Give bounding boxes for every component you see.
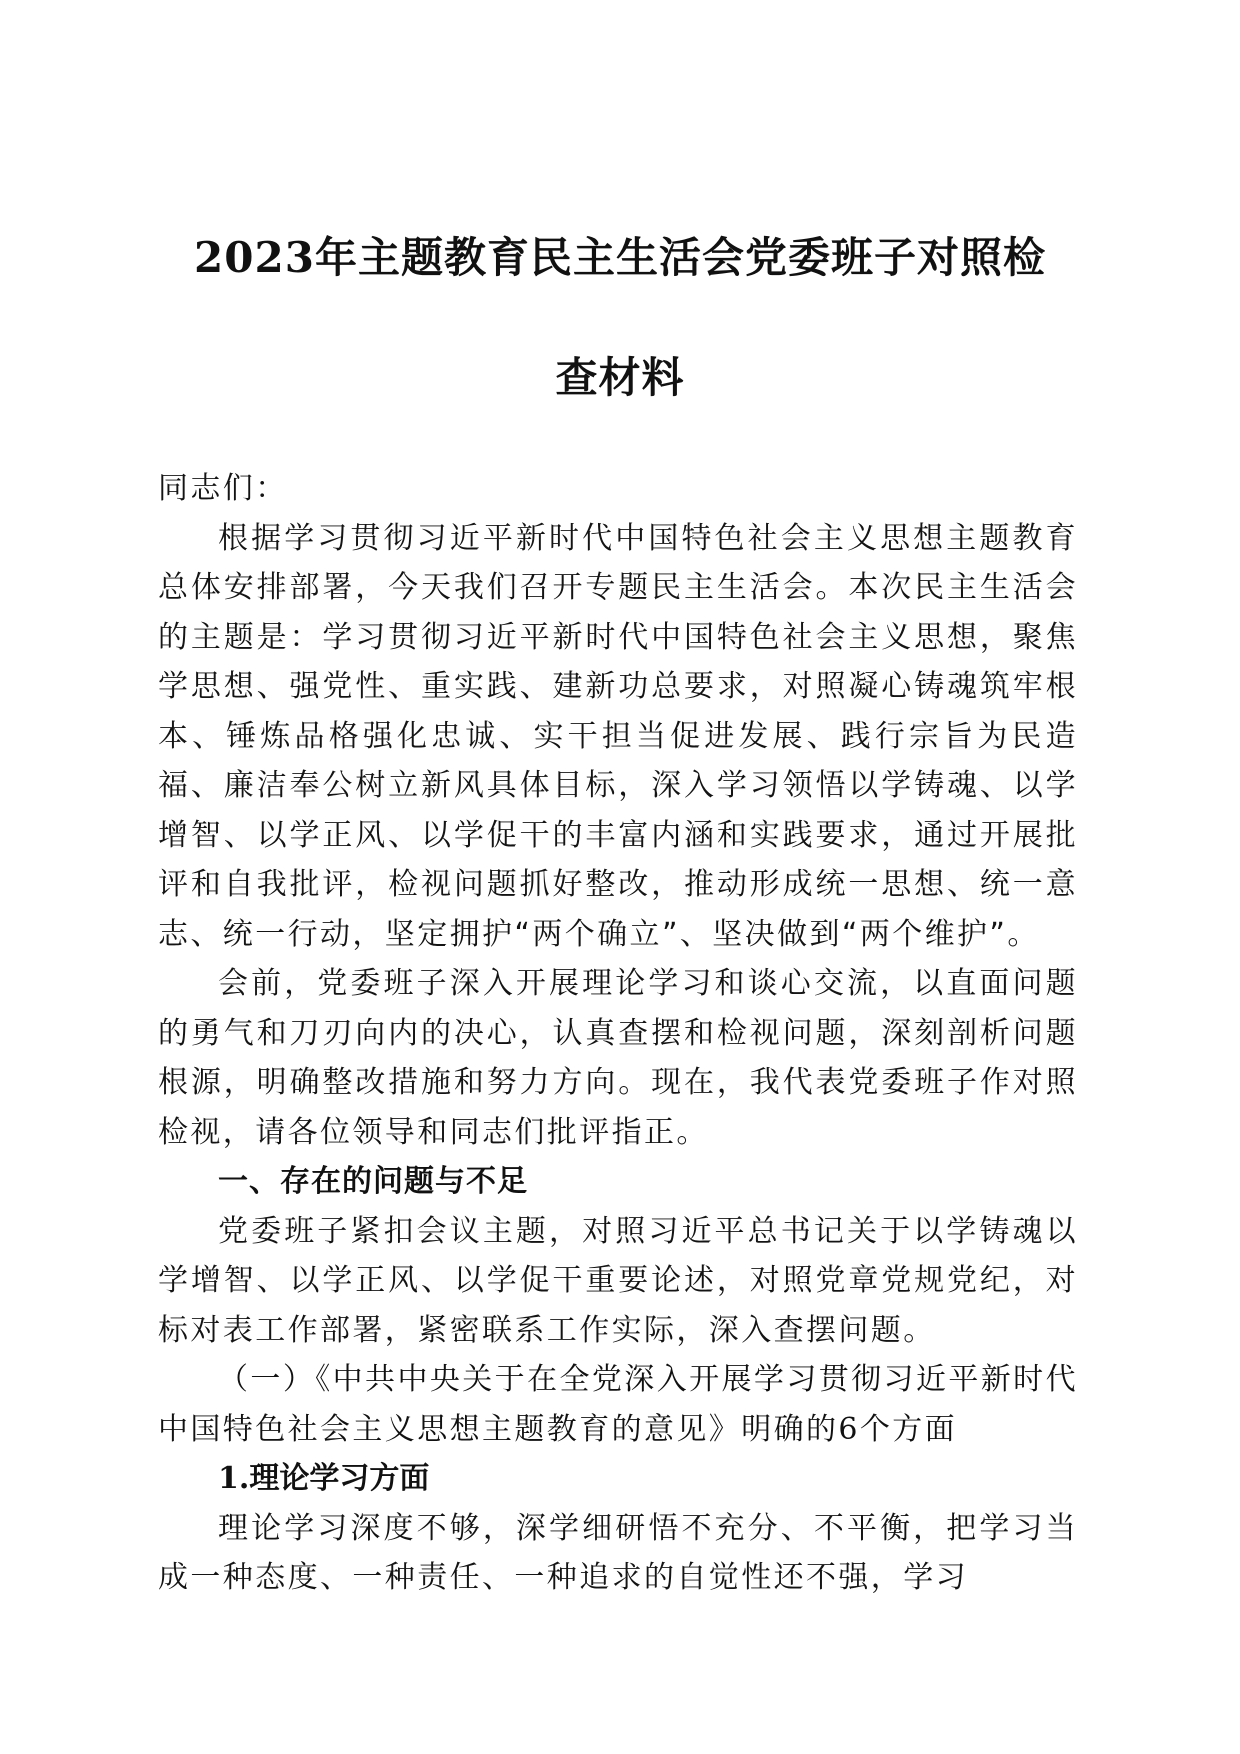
paragraph-section-intro: 党委班子紧扣会议主题，对照习近平总书记关于以学铸魂以学增智、以学正风、以学促干重要论述，对照党章党规党纪，对标对表工作部署，紧密联系工作实际，深入查摆问题。 — [158, 1213, 1078, 1348]
paragraph-intro: 根据学习贯彻习近平新时代中国特色社会主义思想主题教育总体安排部署，今天我们召开专题民主生活会。本次民主生活会的主题是：学习贯彻习近平新时代中国特色社会主义思想，聚焦学思想、强党性、重实践、建新功总要求，对照凝心铸魂筑牢根本、锤炼品格强化忠诚、实干担当促进发展、践行宗旨为民造福、廉洁奉公树立新风具体目标，深入学习领悟以学铸魂、以学增智、以学正风、以学促干的丰富内涵和实践要求，通过开展批评和自我批评，检视问题抓好整改，推动形成统一思想、统一意志、统一行动，坚定拥护“两个确立”、坚决做到“两个维护”。 — [158, 520, 1078, 952]
item-heading-theory-study: 1.理论学习方面 — [218, 1461, 430, 1496]
document-body — [158, 464, 1078, 1603]
section-heading-problems: 一、存在的问题与不足 — [218, 1164, 528, 1199]
document-title-line-2: 查材料 — [555, 353, 685, 402]
subsection-heading: （一）《中共中央关于在全党深入开展学习贯彻习近平新时代中国特色社会主义思想主题教育的意见》明确的6个方面 — [158, 1362, 1078, 1447]
salutation: 同志们： — [158, 471, 288, 506]
document-title-line-1: 2023年主题教育民主生活会党委班子对照检 — [194, 233, 1046, 282]
paragraph-preparation: 会前，党委班子深入开展理论学习和谈心交流，以直面问题的勇气和刀刃向内的决心，认真查摆和检视问题，深刻剖析问题根源，明确整改措施和努力方向。现在，我代表党委班子作对照检视，请各位领导和同志们批评指正。 — [158, 966, 1078, 1150]
paragraph-theory-study: 理论学习深度不够，深学细研悟不充分、不平衡，把学习当成一种态度、一种责任、一种追求的自觉性还不强，学习 — [158, 1510, 1078, 1595]
